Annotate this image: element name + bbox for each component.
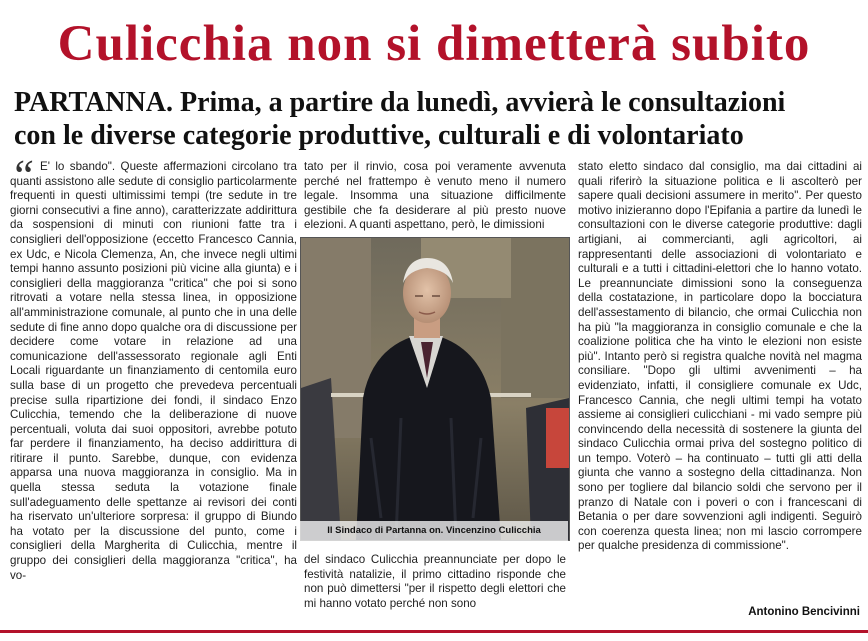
subheadline (14, 86, 862, 152)
column-3-text: stato eletto sindaco dal consiglio, ma dai cittadini ai quali riferirò la situazione politica e li ascolterò per sapere quali decisioni assumere in merito". Per questo motivo inizieranno dopo l'Epifania a partire da lunedì le consultazioni con le diverse categorie produttive: dagli artigiani, ai commercianti, agli agricoltori, ai rappresentanti delle associazioni di volontariato e culturali e a tutti i cittadini-elettori che lo hanno votato. Le preannunciate dimissioni sono la conseguenza della costatazione, in particolare dopo la bocciatura dell'assestamento di bilancio, che ormai Culicchia non ha più "la maggioranza in consiglio comunale e che la coalizione politica che ha vinto le elezioni non esiste più". Intanto però si registra qualche novità nel magma consiliare. "Dopo gli ultimi avvenimenti – ha evidenziato, infatti, il consigliere comunale ex Udc, Francesco Cannia, che negli ultimi tempi ha votato assieme ai consiglieri culicchiani - mi vado sempre più convincendo della necessità di sostenere la giunta del sindaco Culicchia ormai priva del sostegno politico di un tempo. Voterò – ha continuato – tutti gli atti della giunta che vanno a sostegno della cittadinanza. Non sono per togliere dal bilancio soldi che servono per il pranzo di Natale con i poveri o con i francescani di Betania o per dare sovvenzioni agli indigenti. Seguirò con coerenza questa linea; non mi lascio corrompere per qualche presidenza di commissione". (578, 160, 862, 553)
bottom-rule (0, 630, 868, 633)
column-2-bottom-text: del sindaco Culicchia preannunciate per dopo le festività natalizie, il primo cittadino risponde che non può dimettersi "per il rispetto degli elettori che mi hanno votato perché non sono (304, 553, 566, 610)
article-column-3 (578, 160, 862, 554)
byline: Antonino Bencivinni (748, 606, 860, 618)
mayor-photo (300, 237, 570, 541)
column-1-text: E' lo sbando". Queste affermazioni circolano tra quanti assistono alle sedute di consiglio particolarmente frequenti in questi ultimissimi tempi (tre sedute in tre giorni consecutivi a fine anno), caratterizzate addirittura da sospensioni di minuti con riunioni fatte tra i consiglieri dell'opposizione (eccetto Francesco Cannia, ex Udc, e Nicola Clemenza, An, che invece negli ultimi tempi hanno assunto posizioni più vicine alla giunta) e i consiglieri della maggioranza "critica" che poi si sono ritrovati a votare nella stessa linea, in opposizione all'amministrazione comunale, al punto che in una delle sedute di fine anno dopo qualche ora di discussione per decidere come votare in relazione ad una comunicazione dell'assessorato regionale agli Enti Locali riguardante un finanziamento di centomila euro sulla base di un progetto che prevedeva percentuali precise sulla ripartizione dei fondi, il sindaco Enzo Culicchia, temendo che la deliberazione di nuove percentuali, voluta dai suoi oppositori, avrebbe potuto far perdere il finanziamento, ha deciso addirittura di ritirare il punto. Sarebbe, dunque, con evidenza apparsa una nuova maggioranza in consiglio. Ma in quella stessa seduta la votazione finale sull'adeguamento delle spettanze ai revisori dei conti ha riservato un'ulteriore sorpresa: il gruppo di Biundo ha votato per la discussione del punto, come i consiglieri della Margherita di Culicchia, mentre il gruppo dei consiglieri della maggioranza "critica", ha vo- (10, 160, 297, 582)
article-column-2-continued (304, 553, 566, 611)
article-column-1 (10, 160, 297, 583)
subheadline-line-2: con le diverse categorie produttive, culturali e di volontariato (14, 120, 744, 151)
photo-caption: Il Sindaco di Partanna on. Vincenzino Culicchia (300, 521, 568, 541)
subheadline-line-1: PARTANNA. Prima, a partire da lunedì, avvierà le consultazioni (14, 87, 786, 118)
article-column-2 (304, 160, 566, 233)
column-2-top-text: tato per il rinvio, cosa poi veramente avvenuta perché nel frattempo è venuto meno il numero legale. Insomma una situazione difficilmente gestibile che fa desiderare al più presto nuove elezioni. A quanti aspettano, però, le dimissioni (304, 160, 566, 232)
opening-quote-mark: “ (10, 151, 35, 200)
mayor-photo-image (301, 238, 569, 540)
headline: Culicchia non si dimetterà subito (57, 16, 811, 72)
